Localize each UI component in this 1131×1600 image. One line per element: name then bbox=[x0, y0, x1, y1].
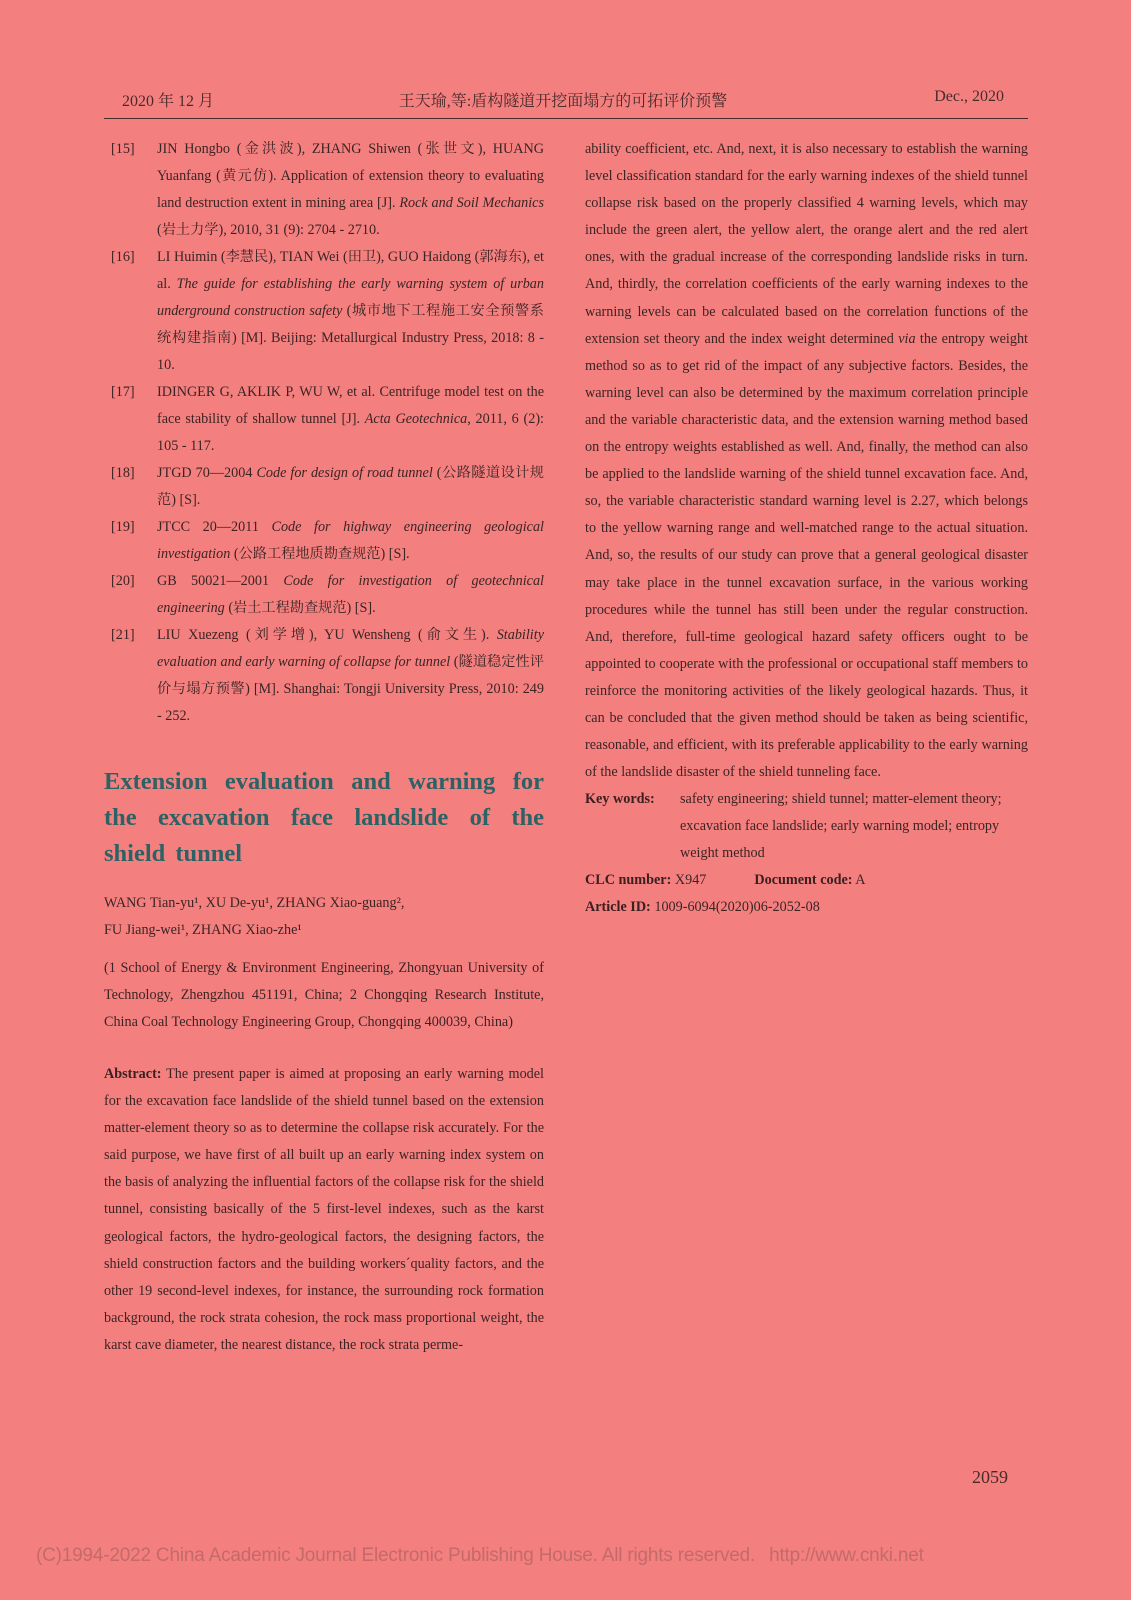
keywords-text: safety engineering; shield tunnel; matter-element theory; excavation face landslide; early warning model; entropy weight method bbox=[680, 791, 1002, 862]
reference-item: [16] LI Huimin (李慧民), TIAN Wei (田卫), GUO Haidong (郭海东), et al. The guide for establishing the early warning system of urban underground construction safety (城市地下工程施工安全预警系统构建指南) [M]. Beijing: Metallurgical Industry Press, 2018: 8 - 10. bbox=[104, 244, 544, 379]
clc-label: CLC number: bbox=[585, 872, 672, 889]
reference-number: [17] bbox=[111, 384, 135, 400]
reference-number: [19] bbox=[111, 519, 135, 535]
abstract-label: Abstract: bbox=[104, 1066, 162, 1082]
keywords bbox=[585, 786, 1028, 867]
header-title: 王天瑜,等:盾构隧道开挖面塌方的可拓评价预警 bbox=[398, 93, 728, 110]
cnki-link[interactable]: http://www.cnki.net bbox=[769, 1545, 924, 1566]
abstract-text: The present paper is aimed at proposing an early warning model for the excavation face landslide of the shield tunnel based on the extension matter-element theory so as to determine the collapse risk accurately. For the said purpose, we have first of all built up an early warning index system on the basis of analyzing the influential factors of the collapse risk for the shield tunnel, consisting basically of the 5 first-level indexes, such as the karst geological factors, the hydro-geological factors, the designing factors, the shield construction factors and the building workers´quality factors, and the other 19 second-level indexes, for instance, the surrounding rock formation background, the rock strata cohesion, the rock mass proportional weight, the karst cave diameter, the nearest distance, the rock strata perme- bbox=[104, 1066, 544, 1353]
abstract bbox=[104, 1061, 544, 1359]
authors-line: WANG Tian-yu¹, XU De-yu¹, ZHANG Xiao-guang², bbox=[104, 895, 405, 911]
abstract-continuation: ability coefficient, etc. And, next, it is also necessary to establish the warning level classification standard for the early warning indexes of the shield tunnel collapse risk based on the properly classified 4 warning levels, which may include the green alert, the yellow alert, the orange alert and the red alert ones, with the gradual increase of the corresponding landslide risks in turn. And, thirdly, the correlation coefficients of the early warning indexes to the warning levels can be calculated based on the correlation functions of the extension set theory and the index weight determined via the entropy weight method so as to get rid of the impact of any subjective factors. Besides, the warning level can also be determined by the maximum correlation principle and the variable characteristic data, and the extension warning method based on the entropy weights established as well. And, finally, the method can also be applied to the landslide warning of the shield tunnel excavation face. And, so, the variable characteristic standard warning level is 2.27, which belongs to the yellow warning range and well-matched range to the actual situation. And, so, the results of our study can prove that a general geological disaster may take place in the tunnel excavation surface, in the various working procedures while the tunnel has still been under the regular construction. And, therefore, full-time geological hazard safety officers ought to be appointed to cooperate with the professional or occupational staff members to reinforce the monitoring activities of the likely geological hazards. Thus, it can be concluded that the given method should be taken as being scientific, reasonable, and efficient, with its preferable applicability to the early warning of the landslide disaster of the shield tunneling face. bbox=[585, 141, 1028, 781]
reference-number: [18] bbox=[111, 465, 135, 481]
authors bbox=[104, 890, 544, 944]
reference-item: [18] JTGD 70—2004 Code for design of road tunnel (公路隧道设计规范) [S]. bbox=[104, 460, 544, 514]
classification-line bbox=[585, 867, 1028, 894]
left-column bbox=[104, 136, 544, 1359]
reference-number: [16] bbox=[111, 249, 135, 265]
affiliation: (1 School of Energy & Environment Engineering, Zhongyuan University of Technology, Zhengzhou 451191, China; 2 Chongqing Research Institute, China Coal Technology Engineering Group, Chongqing 400039, China) bbox=[104, 960, 544, 1030]
reference-number: [20] bbox=[111, 573, 135, 589]
article-title: Extension evaluation and warning for the excavation face landslide of the shield tunnel bbox=[104, 768, 544, 867]
header-rule bbox=[104, 118, 1028, 119]
header-date-cn: 2020 年 12 月 bbox=[122, 93, 215, 110]
reference-item: [15] JIN Hongbo (金洪波), ZHANG Shiwen (张世文), HUANG Yuanfang (黄元仿). Application of extension theory to evaluating land destruction extent in mining area [J]. Rock and Soil Mechanics (岩土力学), 2010, 31 (9): 2704 - 2710. bbox=[104, 136, 544, 244]
page-number: 2059 bbox=[972, 1467, 1008, 1487]
keywords-label: Key words: bbox=[585, 791, 655, 808]
reference-item: [19] JTCC 20—2011 Code for highway engineering geological investigation (公路工程地质勘查规范) [S]. bbox=[104, 514, 544, 568]
copyright-footer bbox=[36, 1545, 924, 1567]
reference-number: [15] bbox=[111, 141, 135, 157]
article-id-line bbox=[585, 894, 1028, 921]
reference-item: [17] IDINGER G, AKLIK P, WU W, et al. Centrifuge model test on the face stability of shallow tunnel [J]. Acta Geotechnica, 2011, 6 (2): 105 - 117. bbox=[104, 379, 544, 460]
document-code-value: A bbox=[852, 872, 866, 889]
clc-value: X947 bbox=[671, 872, 707, 889]
reference-number: [21] bbox=[111, 627, 135, 643]
running-header bbox=[118, 88, 1008, 114]
document-code-label: Document code: bbox=[754, 872, 853, 889]
article-id-value: 1009-6094(2020)06-2052-08 bbox=[650, 899, 820, 916]
article-id-label: Article ID: bbox=[585, 899, 651, 916]
right-column bbox=[585, 136, 1028, 921]
copyright-text: (C)1994-2022 China Academic Journal Electronic Publishing House. All rights reserved. bbox=[36, 1545, 756, 1566]
reference-item: [20] GB 50021—2001 Code for investigation of geotechnical engineering (岩土工程勘查规范) [S]. bbox=[104, 568, 544, 622]
authors-line: FU Jiang-wei¹, ZHANG Xiao-zhe¹ bbox=[104, 922, 302, 938]
reference-item: [21] LIU Xuezeng (刘学增), YU Wensheng (俞文生). Stability evaluation and early warning of collapse for tunnel (隧道稳定性评价与塌方预警) [M]. Shanghai: Tongji University Press, 2010: 249 - 252. bbox=[104, 622, 544, 730]
header-date-en: Dec., 2020 bbox=[934, 88, 1004, 105]
